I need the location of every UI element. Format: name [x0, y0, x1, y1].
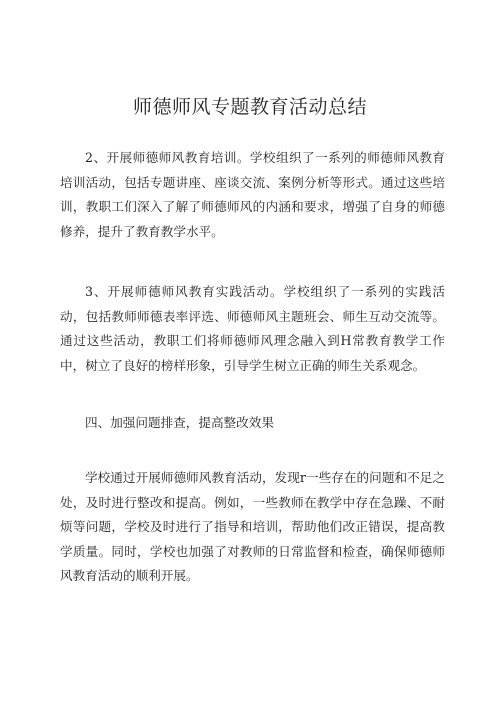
paragraph-training: 2、开展师德师风教育培训。学校组织了一系列的师德师风教育培训活动，包括专题讲座、座谈交流、案例分析等形式。通过这些培训，教职工们深入了解了师德师风的内涵和要求，增强了自身的师德修养，提升了教育教学水平。	[60, 150, 445, 239]
paragraph-practice: 3、开展师德师风教育实践活动。学校组织了一系列的实践活动，包括教师师德表率评选、师德师风主题班会、师生互动交流等。通过这些活动，教职工们将师德师风理念融入到H常教育教学工作中，树立了良好的榜样形象，引导学生树立正确的师生关系观念。	[60, 284, 445, 373]
paragraph-rectification: 学校通过开展师德师风教育活动，发现r一些存在的问题和不足之处，及时进行整改和提高。例如，一些教师在教学中存在急躁、不耐烦等问题，学校及时进行了指导和培训，帮助他们改正错误，提高教学质量。同时，学校也加强了对教师的日常监督和检查，确保师德师风教育活动的顺利开展。	[60, 470, 445, 583]
page-title: 师德师风专题教育活动总结	[132, 96, 367, 118]
section-heading-rectification: 四、加强问题排查，提高整改效果	[85, 415, 274, 430]
